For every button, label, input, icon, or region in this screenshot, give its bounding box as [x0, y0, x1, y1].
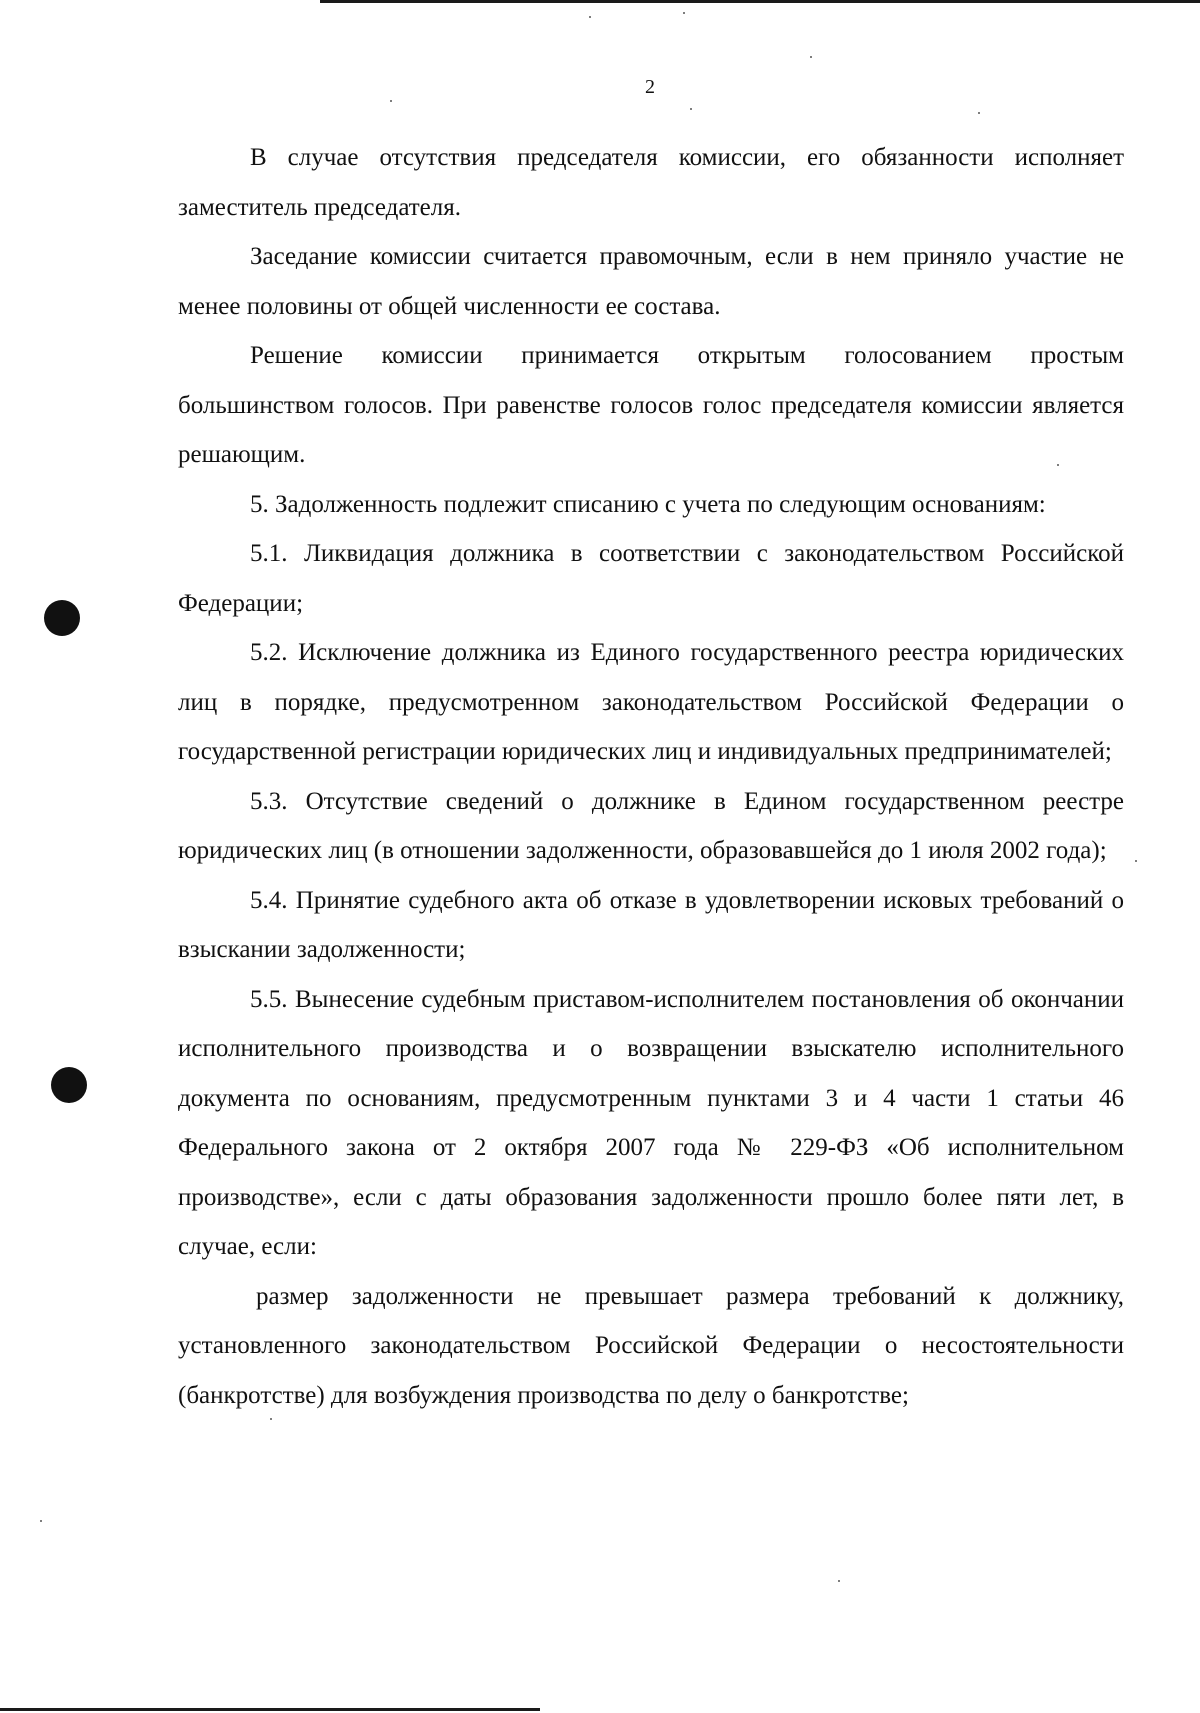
paragraph: размер задолженности не превышает размера требований к должнику, установленного законодательством Российской Федерации о несостоятельности (банкротстве) для возбуждения производства по делу о банкротстве;	[178, 1282, 1124, 1409]
scan-speck	[40, 1520, 42, 1522]
scan-speck	[589, 16, 591, 18]
paragraph: В случае отсутствия председателя комиссии, его обязанности исполняет заместитель председателя.	[178, 144, 1124, 221]
scan-speck	[838, 1580, 840, 1582]
paragraph: 5.5. Вынесение судебным приставом-исполнителем постановления об окончании исполнительного производства и о возвращении взыскателю исполнительного документа по основаниям, предусмотренным пунктами 3 и 4 части 1 статьи 46 Федерального закона от 2 октября 2007 года № 229-ФЗ «Об исполнительном производстве», если с даты образования задолженности прошло более пяти лет, в случае, если:	[178, 985, 1124, 1260]
paragraph: Заседание комиссии считается правомочным, если в нем приняло участие не менее половины от общей численности ее состава.	[178, 243, 1124, 320]
paragraph: 5. Задолженность подлежит списанию с учета по следующим основаниям:	[250, 490, 1046, 518]
scan-bottom-edge	[0, 1708, 540, 1711]
scan-speck	[810, 56, 812, 58]
scan-top-edge	[320, 0, 1200, 3]
punch-hole-mark	[51, 1067, 87, 1103]
punch-hole-mark	[44, 600, 80, 636]
scan-speck	[1135, 860, 1137, 862]
paragraph: 5.3. Отсутствие сведений о должнике в Едином государственном реестре юридических лиц (в отношении задолженности, образовавшейся до 1 июля 2002 года);	[178, 787, 1124, 864]
paragraph: 5.1. Ликвидация должника в соответствии с законодательством Российской Федерации;	[178, 540, 1124, 617]
paragraph: 5.2. Исключение должника из Единого государственного реестра юридических лиц в порядке, предусмотренном законодательством Российской Федерации о государственной регистрации юридических лиц и индивидуальных предпринимателей;	[178, 639, 1124, 765]
scan-speck	[683, 12, 685, 14]
scan-speck	[978, 112, 980, 114]
page-number: 2	[645, 76, 655, 98]
scan-speck	[390, 100, 392, 102]
scan-speck	[690, 108, 692, 110]
document-body	[178, 133, 1124, 1420]
paragraph: Решение комиссии принимается открытым голосованием простым большинством голосов. При равенстве голосов голос председателя комиссии является решающим.	[178, 342, 1124, 468]
paragraph: 5.4. Принятие судебного акта об отказе в удовлетворении исковых требований о взыскании задолженности;	[178, 886, 1124, 963]
